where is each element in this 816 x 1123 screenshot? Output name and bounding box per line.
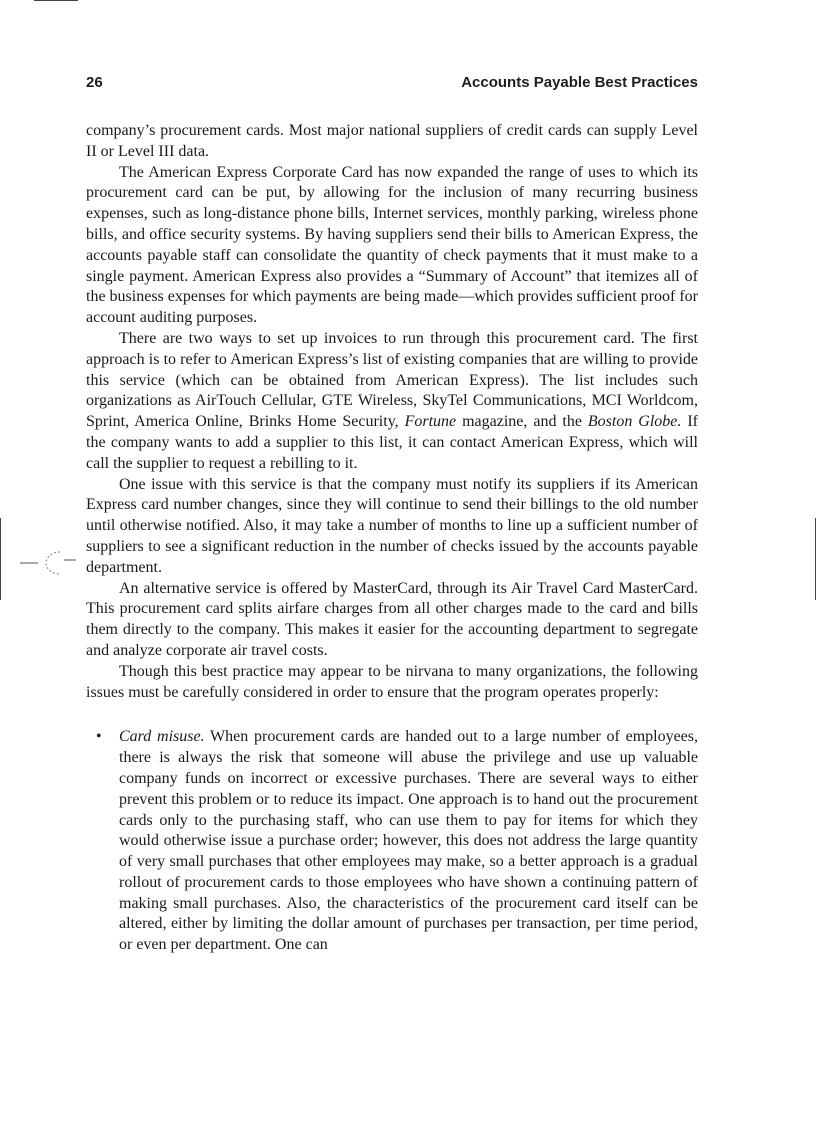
bullet-term: Card misuse. <box>119 728 205 746</box>
text-segment: magazine, and the <box>456 413 588 431</box>
italic-title-fortune: Fortune <box>404 413 457 431</box>
paragraph-best-practice-issues: Though this best practice may appear to be nirvana to many organizations, the following issues must be carefully considered in order to ensure that the program operates properly: <box>86 662 698 701</box>
bullet-icon: • <box>96 728 102 746</box>
paragraph-setup-invoices <box>86 329 698 475</box>
running-title: Accounts Payable Best Practices <box>461 74 698 91</box>
list-item <box>96 727 699 956</box>
paragraph-mastercard-service: An alternative service is offered by MasterCard, through its Air Travel Card MasterCard. This procurement card splits airfare charges from all other charges made to the card and bills them directly to the company. This makes it easier for the accounting department to segregate and analyze corporate air travel costs. <box>86 579 698 659</box>
crop-mark-left <box>0 518 1 600</box>
running-head <box>86 74 698 96</box>
paragraph-continued: company’s procurement cards. Most major national suppliers of credit cards can supply Level II or Level III data. <box>86 122 698 160</box>
paragraph-service-issue: One issue with this service is that the company must notify its suppliers if its American Express card number changes, since they will continue to send their billings to the old number until otherwise notified. Also, it may take a number of months to line up a sufficient number of suppliers to see a significant reduction in the number of checks issued by the accounts payable department. <box>86 475 698 576</box>
body-text <box>86 121 698 956</box>
text-segment: If the company wants to add a supplier to this list, it can contact American Express, which will call the supplier to request a rebilling to it. <box>86 413 699 472</box>
crop-mark-top <box>34 0 78 1</box>
page-number: 26 <box>86 74 103 91</box>
issues-list <box>86 727 698 956</box>
text-segment: There are two ways to set up invoices to run through this procurement card. The first approach is to refer to American Express’s list of existing companies that are willing to provide this service (which can be obtained from American Express). The list includes such organizations as AirTouch Cellular, GTE Wireless, SkyTel Communications, MCI Worldcom, Sprint, America Online, Brinks Home Security, <box>86 329 698 431</box>
bullet-text: When procurement cards are handed out to a large number of employees, there is always the risk that someone will abuse the privilege and use up valuable company funds on incorrect or excessive purchases. There are several ways to either prevent this problem or to reduce its impact. One approach is to hand out the procurement cards only to the purchasing staff, who can use them to pay for items for which they would otherwise issue a purchase order; however, this does not address the large quantity of very small purchases that other employees may make, so a better approach is a gradual rollout of procurement cards to those employees who have shown a continuing pattern of making small purchases. Also, the characteristics of the procurement card itself can be altered, either by limiting the dollar amount of purchases per transaction, per time period, or even per department. One can <box>119 728 699 954</box>
registration-mark-icon <box>20 546 76 580</box>
italic-title-boston-globe: Boston Globe. <box>587 413 682 431</box>
paragraph-amex-corporate-card: The American Express Corporate Card has now expanded the range of uses to which its procurement card can be put, by allowing for the inclusion of many recurring business expenses, such as long-distance phone bills, Internet services, monthly parking, wireless phone bills, and office security systems. By having suppliers send their bills to American Express, the accounts payable staff can consolidate the quantity of check payments that it must make to a single payment. American Express also provides a “Summary of Account” that itemizes all of the business expenses for which payments are being made—which provides sufficient proof for account auditing purposes. <box>86 163 698 327</box>
